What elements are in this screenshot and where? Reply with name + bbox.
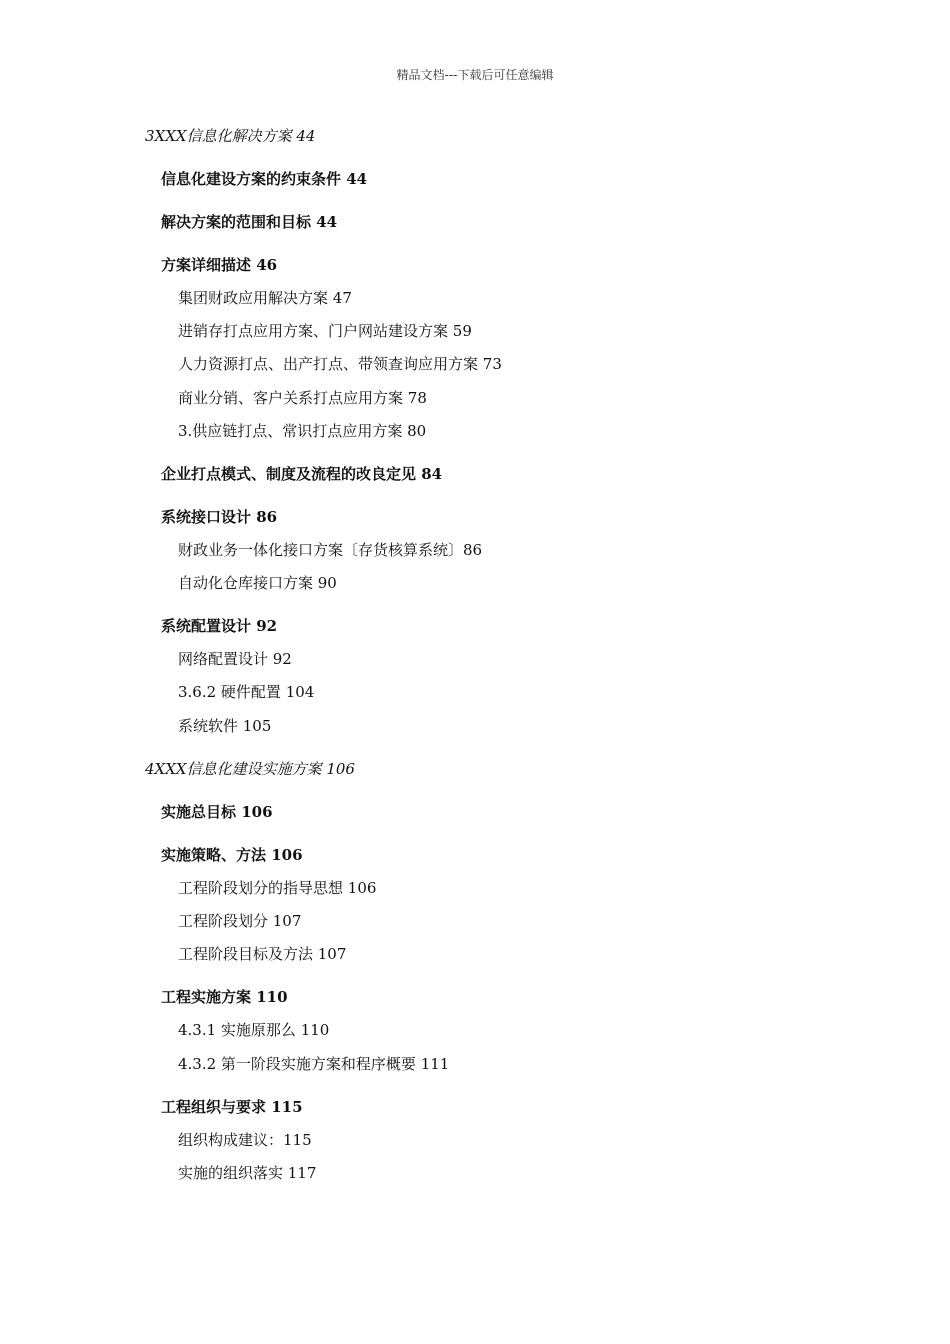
toc-entry-level2: 企业打点模式、制度及流程的改良定见 84 — [161, 465, 443, 483]
toc-heading-level1: 3XXX信息化解决方案 44 — [145, 127, 316, 145]
toc-entry-level3: 工程阶段划分的指导思想 106 — [178, 879, 377, 897]
toc-heading-level1: 4XXX信息化建设实施方案 106 — [145, 760, 355, 778]
toc-entry-level3: 实施的组织落实 117 — [178, 1164, 317, 1182]
toc-entry-level2: 实施总目标 106 — [161, 803, 273, 821]
toc-entry-level3: 财政业务一体化接口方案〔存货核算系统〕86 — [178, 541, 483, 559]
toc-entry-level2: 方案详细描述 46 — [161, 256, 278, 274]
toc-entry-level3: 进销存打点应用方案、门户网站建设方案 59 — [178, 322, 472, 340]
toc-entry-level3: 人力资源打点、出产打点、带领查询应用方案 73 — [178, 355, 502, 373]
toc-entry-level2: 实施策略、方法 106 — [161, 846, 303, 864]
toc-entry-level3: 系统软件 105 — [178, 717, 272, 735]
toc-entry-level3: 3.6.2 硬件配置 104 — [178, 683, 315, 701]
toc-entry-level3: 网络配置设计 92 — [178, 650, 292, 668]
toc-entry-level3: 工程阶段目标及方法 107 — [178, 945, 347, 963]
toc-entry-level2: 信息化建设方案的约束条件 44 — [161, 170, 368, 188]
toc-entry-level2: 工程实施方案 110 — [161, 988, 288, 1006]
toc-entry-level3: 3.供应链打点、常识打点应用方案 80 — [178, 422, 427, 440]
toc-entry-level3: 4.3.1 实施原那么 110 — [178, 1021, 330, 1039]
toc-entry-level2: 解决方案的范围和目标 44 — [161, 213, 338, 231]
toc-entry-level3: 工程阶段划分 107 — [178, 912, 302, 930]
toc-entry-level2: 工程组织与要求 115 — [161, 1098, 303, 1116]
page-header: 精品文档---下载后可任意编辑 — [396, 68, 554, 82]
toc-entry-level3: 商业分销、客户关系打点应用方案 78 — [178, 389, 427, 407]
toc-entry-level3: 4.3.2 第一阶段实施方案和程序概要 111 — [178, 1055, 450, 1073]
toc-entry-level3: 集团财政应用解决方案 47 — [178, 289, 352, 307]
toc-entry-level3: 自动化仓库接口方案 90 — [178, 574, 337, 592]
toc-entry-level2: 系统配置设计 92 — [161, 617, 278, 635]
toc-entry-level2: 系统接口设计 86 — [161, 508, 278, 526]
toc-entry-level3: 组织构成建议：115 — [178, 1131, 312, 1149]
